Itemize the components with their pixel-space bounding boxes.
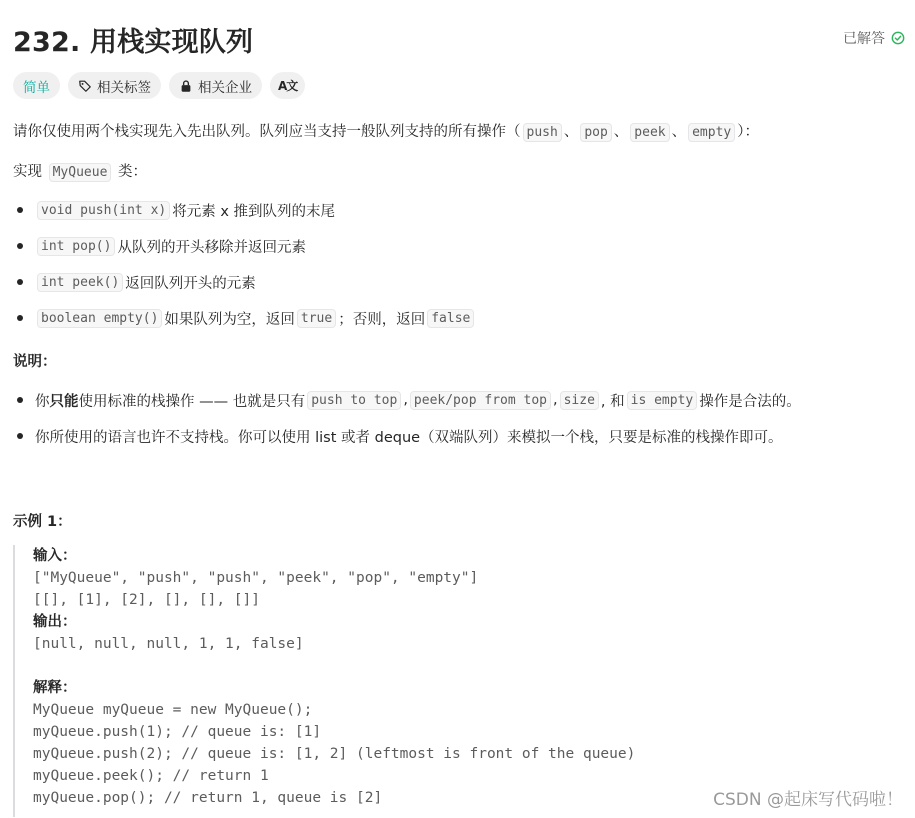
note-code: peek/pop from top <box>410 391 551 410</box>
op-peek: peek <box>630 123 669 142</box>
op-push: push <box>523 123 562 142</box>
list-item <box>13 382 801 418</box>
explain-line: myQueue.push(1); // queue is: [1] <box>33 724 322 740</box>
bullet-dot <box>17 279 23 285</box>
method-code: int peek() <box>37 273 123 292</box>
output-label: 输出： <box>33 614 77 630</box>
explain-line: myQueue.push(2); // queue is: [1, 2] (leftmost is front of the queue) <box>33 746 636 762</box>
translate-icon: A文 <box>278 79 298 93</box>
problem-title: 232. 用栈实现队列 <box>13 27 254 58</box>
note-sep: , <box>552 392 558 408</box>
solved-label: 已解答 <box>843 31 885 47</box>
note-sep: , <box>403 392 408 408</box>
spacer <box>33 655 893 677</box>
implement-suffix: 类： <box>113 164 148 180</box>
tag-icon <box>78 79 92 93</box>
explain-line: myQueue.peek(); // return 1 <box>33 768 269 784</box>
list-item <box>13 192 476 228</box>
bullet-dot <box>17 207 23 213</box>
note-sep: , 和 <box>600 393 625 410</box>
note-text: 你所使用的语言也许不支持栈。你可以使用 list 或者 deque（双端队列）来模拟一个栈，只要是标准的栈操作即可。 <box>35 429 783 446</box>
output-line: [null, null, null, 1, 1, false] <box>33 636 304 652</box>
method-code: void push(int x) <box>37 201 170 220</box>
op-sep: 、 <box>671 124 687 140</box>
true-code: true <box>297 309 336 328</box>
op-sep: 、 <box>613 124 629 140</box>
method-text: 将元素 x 推到队列的末尾 <box>172 203 336 220</box>
bullet-dot <box>17 315 23 321</box>
example-heading: 示例 1： <box>13 514 72 530</box>
example-block <box>13 545 893 817</box>
related-companies-tag[interactable] <box>169 72 262 99</box>
method-text: 返回队列开头的元素 <box>125 275 256 292</box>
input-line-2: [[], [1], [2], [], [], []] <box>33 592 260 608</box>
op-empty: empty <box>688 123 735 142</box>
false-code: false <box>427 309 474 328</box>
lock-icon <box>179 79 193 93</box>
methods-list <box>13 192 476 336</box>
bullet-dot <box>17 433 23 439</box>
list-item <box>13 228 476 264</box>
solved-status <box>843 28 905 48</box>
explain-line: myQueue.pop(); // return 1, queue is [2] <box>33 790 383 806</box>
related-companies-label: 相关企业 <box>198 79 252 96</box>
intro-paragraph <box>13 120 759 141</box>
method-text: 从队列的开头移除并返回元素 <box>117 239 306 256</box>
list-item <box>13 418 801 454</box>
intro-suffix: ）： <box>737 124 759 140</box>
list-item <box>13 300 476 336</box>
method-text-2: ；否则，返回 <box>338 311 426 328</box>
difficulty-tag[interactable] <box>13 72 60 99</box>
note-code: is empty <box>627 391 698 410</box>
explain-label: 解释： <box>33 680 77 696</box>
note-text: 操作是合法的。 <box>699 393 801 410</box>
note-bold: 只能 <box>49 393 79 410</box>
intro-prefix: 请你仅使用两个栈实现先入先出队列。队列应当支持一般队列支持的所有操作（ <box>13 124 521 140</box>
list-item <box>13 264 476 300</box>
note-text: 你 <box>35 393 50 410</box>
input-label: 输入： <box>33 548 77 564</box>
op-sep: 、 <box>563 124 579 140</box>
tag-row <box>13 72 305 99</box>
csdn-watermark: CSDN @起床写代码啦！ <box>713 790 903 810</box>
notes-heading: 说明： <box>13 354 57 370</box>
note-text: 使用标准的栈操作 —— 也就是只有 <box>78 393 306 410</box>
method-code: int pop() <box>37 237 115 256</box>
method-text: 如果队列为空，返回 <box>164 311 295 328</box>
implement-prefix: 实现 <box>13 164 47 180</box>
related-topics-label: 相关标签 <box>97 79 151 96</box>
related-topics-tag[interactable] <box>68 72 161 99</box>
class-name-code: MyQueue <box>49 163 112 182</box>
check-circle-icon <box>891 31 905 45</box>
implement-paragraph <box>13 160 147 181</box>
notes-list <box>13 382 801 454</box>
note-code: push to top <box>307 391 401 410</box>
method-code: boolean empty() <box>37 309 162 328</box>
note-code: size <box>560 391 599 410</box>
translate-tag[interactable] <box>270 72 305 99</box>
bullet-dot <box>17 397 23 403</box>
explain-line: MyQueue myQueue = new MyQueue(); <box>33 702 313 718</box>
difficulty-label: 简单 <box>23 79 50 96</box>
bullet-dot <box>17 243 23 249</box>
op-pop: pop <box>580 123 611 142</box>
input-line-1: ["MyQueue", "push", "push", "peek", "pop", "empty"] <box>33 570 479 586</box>
